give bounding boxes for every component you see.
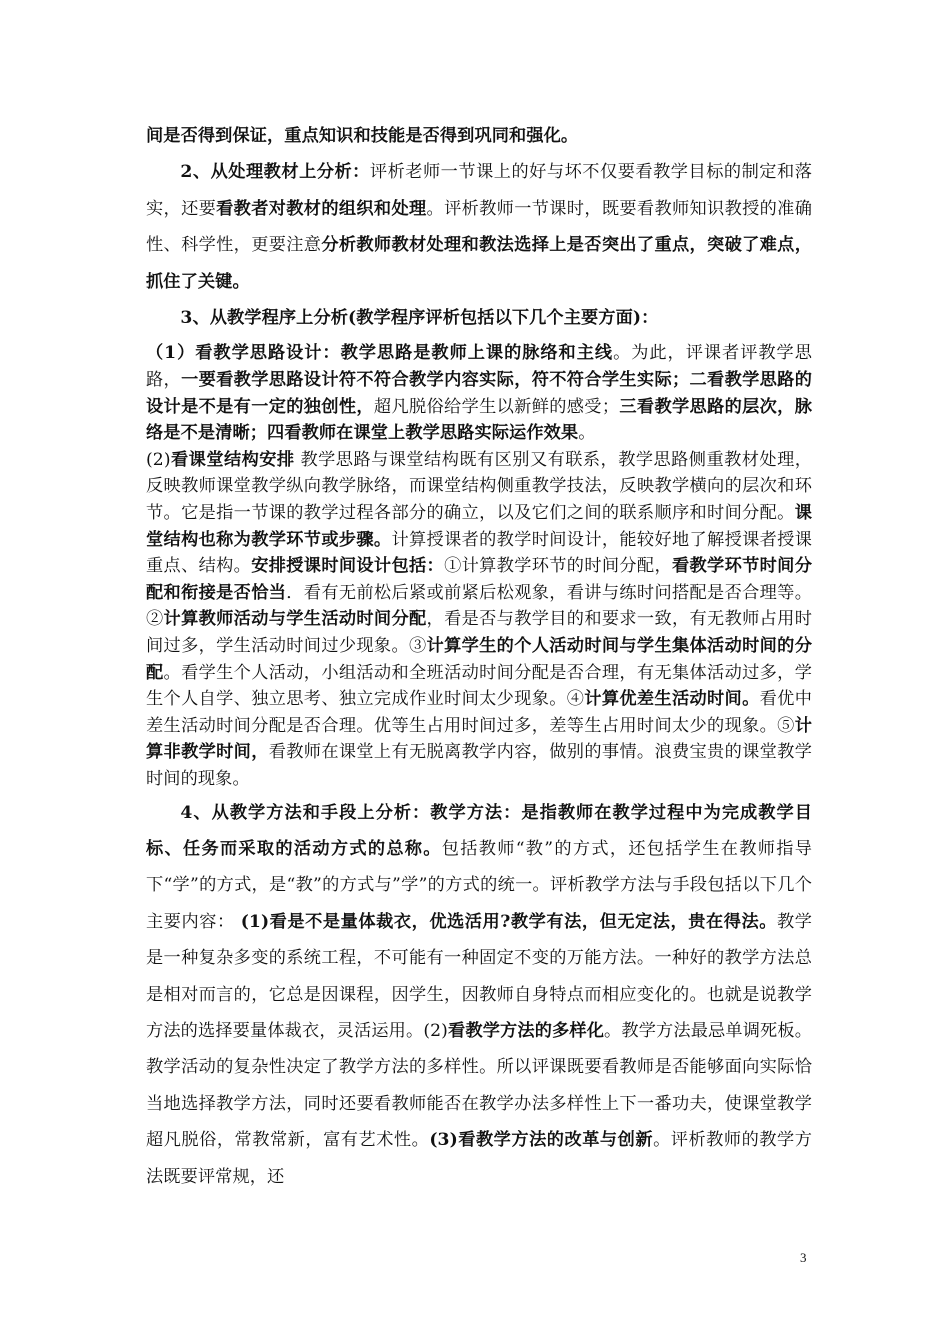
document-body bbox=[146, 118, 812, 1195]
paragraph-4: (2)看课堂结构安排 教学思路与课堂结构既有区别又有联系，教学思路侧重教材处理，反映教师课堂教学纵向教学脉络，而课堂结构侧重教学技法，反映教学横向的层次和环节。它是指一节课的教学过程各部分的确立，以及它们之间的联系顺序和时间分配。课堂结构也称为教学环节或步骤。计算授课者的教学时间设计，能较好地了解授课者授课重点、结构。安排授课时间设计包括：①计算教学环节的时间分配，看教学环节时间分配和衔接是否恰当．看有无前松后紧或前紧后松观象，看讲与练时问搭配是否合理等。②计算教师活动与学生活动时间分配，看是否与教学目的和要求一致，有无教师占用时间过多，学生活动时间过少现象。③计算学生的个人活动时间与学生集体活动时间的分配。看学生个人活动，小组活动和全班活动时间分配是否合理，有无集体活动过多，学生个人自学、独立思考、独立完成作业时间太少现象。④计算优差生活动时间。看优中差生活动时间分配是否合理。优等生占用时间过多，差等生占用时间太少的现象。⑤计算非教学时间，看教师在课堂上有无脱离教学内容，做别的事情。浪费宝贵的课堂教学时间的现象。 bbox=[146, 449, 813, 789]
section-heading: 4、从教学方法和手段上分析：教学方法：是指教师在教学过程中为完成教学目标、任务而采取的活动方式的总称。 bbox=[146, 802, 812, 859]
paragraph-3: （1）看教学思路设计：教学思路是教师上课的脉络和主线。为此，评课者评教学思路，一要看教学思路设计符不符合教学内容实际，符不符合学生实际；二看教学思路的设计是不是有一定的独创性，超凡脱俗给学生以新鲜的感受；三看教学思路的层次，脉络是不是清晰；四看教师在课堂上教学思路实际运作效果。 bbox=[146, 343, 813, 444]
section-heading: 3、从教学程序上分析(教学程序评析包括以下几个主要方面)： bbox=[180, 308, 659, 329]
bold-text: 间是否得到保证，重点知识和技能是否得到巩同和强化。 bbox=[146, 126, 579, 146]
paragraph-1: 2、从处理教材上分析：评析老师一节课上的好与坏不仅要看教学目标的制定和落实，还要看教者对教材的组织和处理。评析教师一节课时，既要看教师知识教授的准确性、科学性，更要注意分析教师教材处理和教法选择上是否突出了重点，突破了难点，抓住了关键。 bbox=[146, 162, 813, 292]
paragraph-0 bbox=[146, 118, 812, 154]
page-number: 3 bbox=[800, 1250, 807, 1265]
paragraph-2 bbox=[146, 300, 812, 336]
paragraph-5: 4、从教学方法和手段上分析：教学方法：是指教师在教学过程中为完成教学目标、任务而采取的活动方式的总称。包括教师“教”的方式，还包括学生在教师指导下“学”的方式，是“教”的方式与”学”的方式的统一。评析教学方法与手段包括以下几个主要内容： (1)看是不是量体裁衣，优选活用?教学有法，但无定法，贵在得法。教学是一种复杂多变的系统工程，不可能有一种固定不变的万能方法。一种好的教学方法总是相对而言的，它总是因课程，因学生，因教师自身特点而相应变化的。也就是说教学方法的选择要量体裁衣，灵活运用。(2)看教学方法的多样化。教学方法最忌单调死板。教学活动的复杂性决定了教学方法的多样性。所以评课既要看教师是否能够面向实际恰当地选择教学方法，同时还要看教师能否在教学办法多样性上下一番功夫，使课堂教学超凡脱俗，常教常新，富有艺术性。(3)看教学方法的改革与创新。评析教师的教学方法既要评常规，还 bbox=[146, 802, 813, 1187]
section-heading: 2、从处理教材上分析： bbox=[180, 162, 370, 183]
